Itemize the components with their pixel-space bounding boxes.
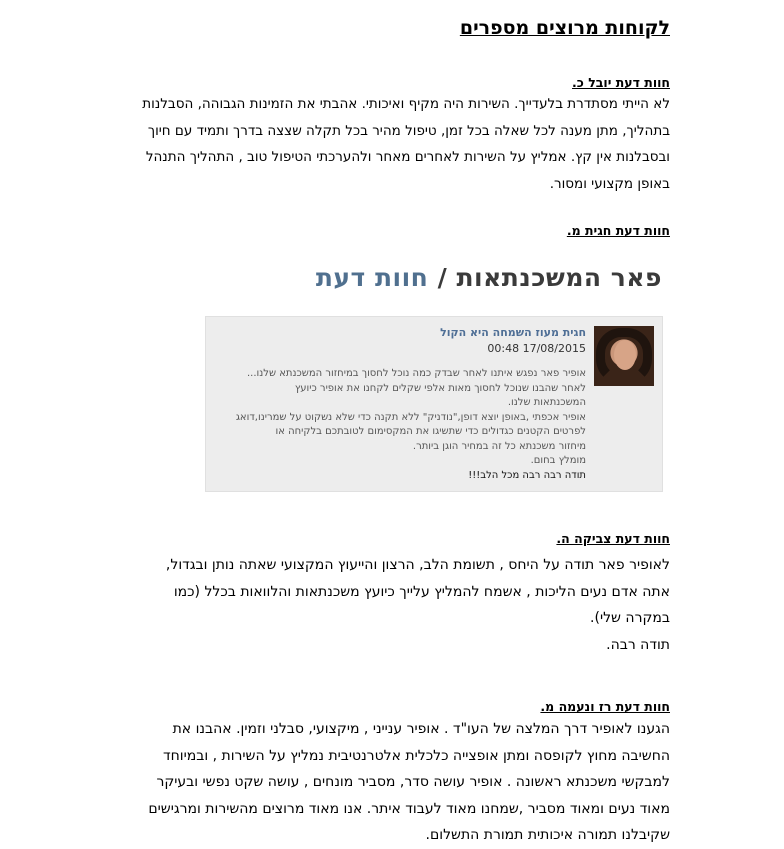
card-line: אופיר פאר נפגש איתנו לאחר שבדק כמה נוכל לחסוך במיחזור המשכנתא שלנו... [247, 368, 586, 379]
review-text-yuval [70, 91, 670, 197]
social-review-card [205, 316, 663, 492]
card-line: לאחר שהבנו שנוכל לחסוך מאות אלפי שקלים לקחנו את אופיר כיועץ [294, 382, 586, 394]
brand-name: פאר המשכנתאות [456, 263, 662, 292]
review-line: באופן מקצועי ומסור. [549, 175, 670, 192]
review-line: למבקשי משכנתא ראשונה . אופיר עושה סדר, מסביר מונחים , עושה שקט נפשי ובעיקר [156, 774, 670, 790]
review-heading-hagit: חוות דעת חגית מ. [566, 223, 670, 238]
review-text-tzvika [70, 552, 670, 658]
card-line: לפרטים הקטנים כגדולים כדי שתשיגו את המקסימום לטובתכם בלקיחה או [275, 426, 586, 437]
review-heading-raz-naama: חוות דעת רז ונעמה מ. [540, 699, 670, 714]
card-line: המשכנתאות שלנו. [507, 397, 586, 408]
avatar [594, 326, 654, 386]
brand-header [316, 263, 662, 292]
card-line: מיחזור משכנתא כל זה במחיר הוגן ביותר. [412, 440, 586, 452]
review-line: מאוד נעים ומאוד מסביר ,שמחנו מאוד לעבוד איתר. אנו מאוד מרוצים מהשירות ומרגישים [148, 800, 670, 817]
review-line: לא הייתי מסתדרת בלעדייך. השירות היה מקיף ואיכותי. אהבתי את הזמינות הגבוהה, הסבלנות [142, 96, 670, 112]
brand-review-label: חוות דעת [315, 263, 429, 292]
review-line: בתהליך, מתן מענה לכל שאלה בכל זמן, טיפול מהיר בכל תקלה שצצה בדרך ותמיד עם חיוך [147, 122, 670, 139]
review-line: שקיבלנו תמורה איכותית תמורת התשלום. [425, 827, 670, 843]
review-heading-tzvika: חוות דעת צביקה ה. [556, 531, 670, 546]
review-line: תודה רבה. [606, 636, 670, 653]
review-line: אתה אדם נעים הליכות , אשמח להמליץ עלייך כיועץ משכנתאות והלוואות בכלל (כמו [173, 583, 670, 600]
review-heading-yuval: חוות דעת יובל כ. [572, 75, 670, 90]
review-card-body [216, 367, 586, 483]
card-line: אופיר אכפתי ,באופן יוצא דופן,"נודניק" ללא תקנה כדי שלא נשקוט על שמרינו,דואג [235, 411, 586, 423]
review-line: לאופיר פאר תודה על היחס , תשומת הלב, הרצון והייעוץ המקצועי שאתה נותן ובגדול, [165, 557, 670, 573]
review-line: ובסבלנות אין קץ. אמליץ על השירות לאחרים מאחר ולהערכתי הטיפול טוב , התהליך התנהל [145, 149, 670, 165]
brand-separator: / [437, 263, 448, 292]
card-line: מומלץ בחום. [530, 455, 586, 466]
review-line: החשיבה מחוץ לקופסה ומתן אופצייה כלכלית אלטרנטיבית נמליץ על השירות , ובמיוחד [163, 747, 670, 764]
avatar-face [614, 340, 636, 370]
review-text-raz-naama [70, 716, 670, 849]
review-line: במקרה שלי). [590, 610, 670, 626]
review-datetime: 17/08/2015 00:48 [487, 342, 586, 355]
page-title: לקוחות מרוצים מספרים [459, 17, 670, 39]
card-line: תודה רבה רבה מכל הלב!!! [468, 469, 586, 481]
review-author: חגית מעוז השמחה היא הקול [440, 326, 586, 339]
review-line: הגענו לאופיר דרך המלצה של העו"ד . אופיר ענייני , מיקצועי, סבלני וזמין. אהבנו את [172, 721, 670, 737]
